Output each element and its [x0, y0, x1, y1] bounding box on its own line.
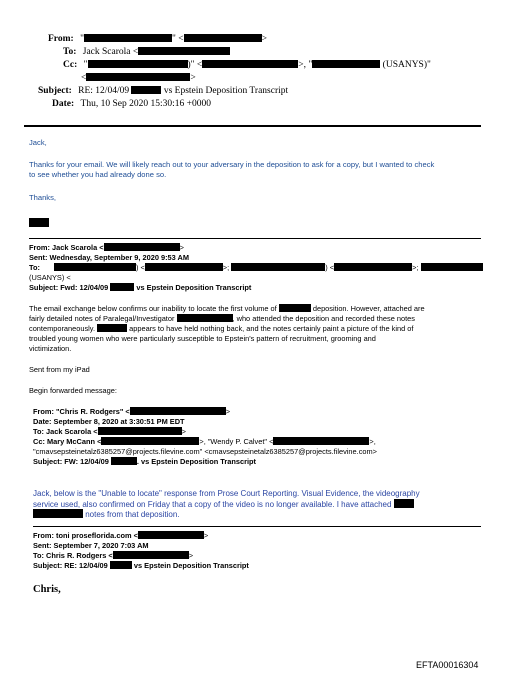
- from-value: ": [80, 34, 84, 44]
- text: fairly detailed notes of Paralegal/Investigator: [29, 314, 175, 323]
- redaction: [131, 86, 161, 94]
- msg3-from-text: From: toni proseflorida.com <: [33, 531, 138, 540]
- reply-line-1: Thanks for your email. We will likely reach out to your adversary in the deposition to ask for a copy, but I wanted to check: [29, 160, 435, 169]
- msg3-closing: Chris,: [33, 584, 61, 595]
- divider: [33, 526, 481, 527]
- reply-line-2: to see whether you had already done so.: [29, 170, 167, 179]
- msg1-usanys: [29, 273, 71, 283]
- redaction: [184, 34, 262, 42]
- msg2-subject-b: . vs Epstein Deposition Transcript: [136, 457, 257, 466]
- redaction: [138, 531, 204, 539]
- text: , who attended the deposition and recorded these notes: [232, 314, 415, 323]
- bates-number: EFTA00016304: [416, 660, 479, 670]
- cc-suffix: (USANYS)": [382, 60, 431, 70]
- subject-value-rest: vs Epstein Deposition Transcript: [163, 86, 289, 96]
- text: contemporaneously.: [29, 324, 96, 333]
- to-label: To:: [63, 47, 77, 57]
- date-value: Thu, 10 Sep 2020 15:30:16 +0000: [80, 99, 211, 109]
- redaction: [101, 437, 199, 445]
- msg1-sent: Sent: Wednesday, September 9, 2020 9:53 AM: [29, 253, 190, 262]
- header-cc: Cc: " )" < >, " (USANYS)": [63, 60, 431, 70]
- header-date: [52, 99, 211, 110]
- redaction: [88, 60, 188, 68]
- msg2-to: To: Jack Scarola < >: [33, 427, 186, 436]
- redaction: [421, 263, 483, 271]
- msg1-para-line-5: victimization.: [29, 344, 72, 353]
- header-subject: [38, 86, 288, 97]
- msg1-subject-a: Subject: Fwd: 12/04/09: [29, 283, 109, 292]
- redaction: [231, 263, 325, 271]
- msg1-para-line-4: troubled young women who were particularly susceptible to Epstein's pattern of recruitment, grooming and: [29, 334, 376, 343]
- msg1-para-line-1: [29, 304, 425, 314]
- subject-value: RE: 12/04/09: [78, 86, 130, 96]
- jack-note-line-1: Jack, below is the "Unable to locate" response from Prose Court Reporting. Visual Evidence, the videography: [33, 489, 420, 498]
- redaction: [138, 47, 230, 55]
- redaction-signature: [29, 218, 49, 227]
- msg2-cc-wendy: >, "Wendy P. Calvet" <: [199, 437, 274, 446]
- redaction: [84, 34, 172, 42]
- msg3-to: To: Chris R. Rodgers < >: [33, 551, 194, 560]
- msg1-subject: [29, 283, 251, 293]
- msg3-subject-b: vs Epstein Deposition Transcript: [133, 561, 249, 570]
- msg2-from: From: "Chris R. Rodgers" < >: [33, 407, 231, 416]
- msg1-para-line-3: [29, 324, 413, 334]
- msg1-para-line-2: [29, 314, 415, 324]
- to-value: Jack Scarola <: [82, 47, 139, 57]
- redaction: [312, 60, 380, 68]
- redaction: [104, 243, 180, 251]
- msg2-cc-text: Cc: Mary McCann <: [33, 437, 102, 446]
- msg1-from: From: Jack Scarola < >: [29, 243, 184, 252]
- redaction: [279, 304, 311, 312]
- redaction: [54, 263, 136, 271]
- redaction: [33, 509, 83, 518]
- msg2-subject-a: Subject: FW: 12/04/09: [33, 457, 109, 466]
- redaction: [273, 437, 369, 445]
- redaction: [110, 283, 134, 291]
- text: service used, also confirmed on Friday that a copy of the video is no longer available. I have attached: [33, 500, 392, 509]
- msg1-to: To: ) < >; ) < >;: [29, 263, 483, 273]
- msg2-to-text: To: Jack Scarola <: [33, 427, 98, 436]
- header-to: [63, 47, 230, 58]
- msg2-date: Date: September 8, 2020 at 3:30:51 PM EDT: [33, 417, 185, 426]
- msg3-sent: Sent: September 7, 2020 7:03 AM: [33, 541, 149, 550]
- redaction: [130, 407, 226, 415]
- msg1-subject-b: vs Epstein Deposition Transcript: [136, 283, 252, 292]
- msg3-from: From: toni proseflorida.com < >: [33, 531, 209, 540]
- msg1-from-text: From: Jack Scarola <: [29, 243, 104, 252]
- redaction: [97, 324, 127, 332]
- redaction: [202, 60, 298, 68]
- redaction: [113, 551, 189, 559]
- reply-greeting: Jack,: [29, 138, 47, 147]
- from-label: From:: [48, 34, 74, 44]
- header-from: From: " " < >: [48, 34, 267, 44]
- text: deposition. However, attached are: [312, 304, 425, 313]
- msg1-begin-forwarded: Begin forwarded message:: [29, 386, 117, 395]
- subject-label: Subject:: [38, 86, 72, 96]
- reply-thanks: Thanks,: [29, 193, 57, 202]
- header-cc-cont: < >: [81, 73, 196, 83]
- redaction: [86, 73, 190, 81]
- redaction: [98, 427, 182, 435]
- redaction: [111, 457, 137, 465]
- redaction: [334, 263, 412, 271]
- redaction: [145, 263, 223, 271]
- text: appears to have held nothing back, and the notes certainly paint a picture of the kind of: [129, 324, 414, 333]
- header-divider: [24, 125, 481, 127]
- divider: [29, 238, 481, 239]
- msg3-subject-a: Subject: RE: 12/04/09: [33, 561, 108, 570]
- msg1-ipad: Sent from my iPad: [29, 365, 90, 374]
- msg1-to-label: To:: [29, 263, 40, 272]
- redaction: [177, 314, 233, 322]
- msg2-from-text: From: "Chris R. Rodgers" <: [33, 407, 130, 416]
- msg3-subject: [33, 561, 249, 571]
- jack-note-line-3: [33, 509, 180, 520]
- msg2-cmav: "cmavsepsteinetalz6385257@projects.filevine.com" <cmavsepsteinetalz6385257@projects.filevine.com>: [33, 447, 377, 456]
- date-label: Date:: [52, 99, 75, 109]
- msg1-usanys-text: (USANYS) <: [29, 273, 71, 282]
- redaction: [394, 499, 414, 508]
- msg3-to-text: To: Chris R. Rodgers <: [33, 551, 113, 560]
- cc-value: ": [83, 60, 88, 70]
- redaction: [110, 561, 132, 569]
- text: The email exchange below confirms our inability to locate the first volume of: [29, 304, 277, 313]
- msg2-cc: Cc: Mary McCann < >, "Wendy P. Calvet" < >,: [33, 437, 376, 446]
- msg2-subject: [33, 457, 256, 467]
- text: notes from that deposition.: [85, 510, 180, 519]
- cc-label: Cc:: [63, 60, 78, 70]
